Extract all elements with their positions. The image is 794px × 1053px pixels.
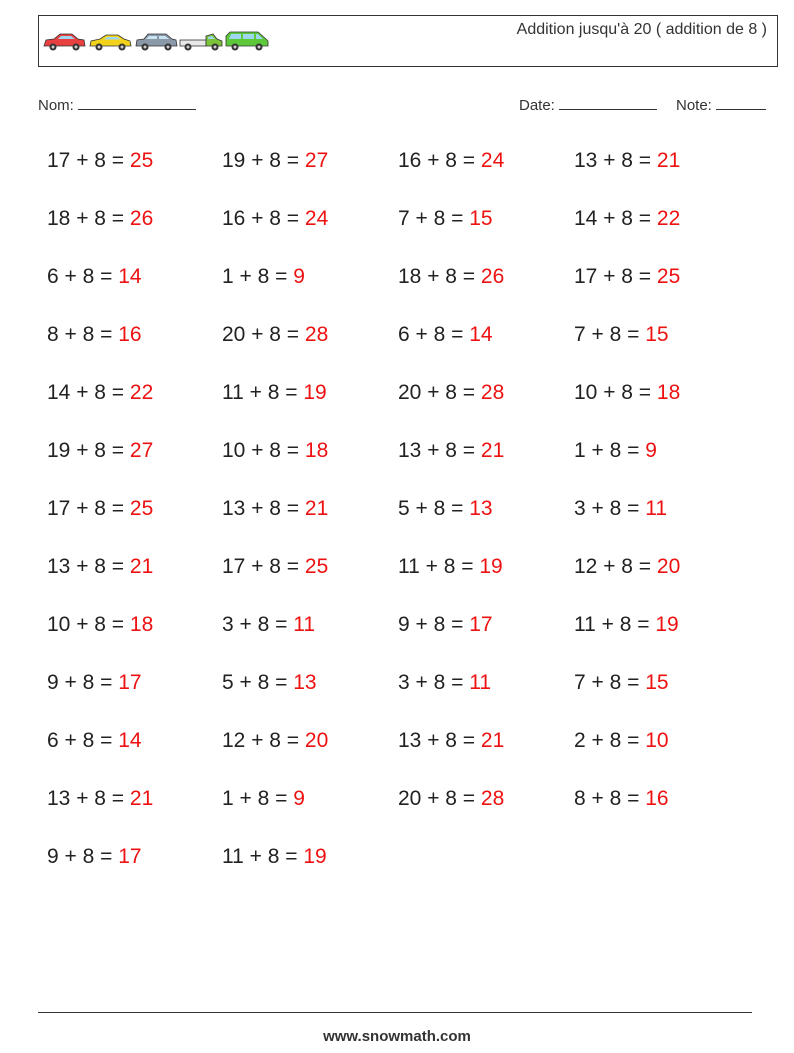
header-box [38,15,778,67]
problem-answer: 22 [129,381,154,404]
problem-answer: 21 [129,787,154,810]
problem-answer: 26 [129,207,154,230]
problem-answer: 15 [645,671,669,694]
problem-answer: 16 [645,787,669,810]
problem-question: 9 + 8 = [398,613,470,636]
name-field [38,95,196,114]
problem-question: 20 + 8 = [398,381,481,404]
green-van-icon [226,32,268,51]
problem-item [222,262,305,292]
problem-question: 5 + 8 = [222,671,294,694]
problem-answer: 24 [304,207,329,230]
problem-question: 17 + 8 = [574,265,657,288]
problem-answer: 15 [645,323,669,346]
problem-question: 8 + 8 = [47,323,119,346]
problem-question: 19 + 8 = [222,149,305,172]
problem-question: 6 + 8 = [47,729,119,752]
problem-question: 11 + 8 = [222,381,304,404]
problem-answer: 21 [304,497,329,520]
problem-item [222,146,328,176]
problem-answer: 21 [480,729,505,752]
problem-answer: 20 [304,729,329,752]
name-line [78,95,196,110]
problem-answer: 13 [469,497,493,520]
problem-item [574,146,680,176]
problem-question: 13 + 8 = [47,787,130,810]
problem-answer: 17 [118,671,142,694]
problem-item [222,668,317,698]
problem-item [398,262,504,292]
problem-question: 16 + 8 = [398,149,481,172]
problem-answer: 11 [469,671,492,694]
problem-question: 9 + 8 = [47,671,119,694]
problem-item [47,494,153,524]
problem-answer: 25 [129,149,154,172]
problem-answer: 9 [645,439,657,462]
problem-item [398,668,491,698]
problem-item [47,204,153,234]
problem-question: 16 + 8 = [222,207,305,230]
problem-question: 11 + 8 = [574,613,656,636]
grade-line [716,95,766,110]
problem-question: 2 + 8 = [574,729,646,752]
problem-question: 7 + 8 = [398,207,470,230]
problem-answer: 25 [656,265,681,288]
red-car-icon [44,34,85,51]
problem-answer: 13 [293,671,317,694]
problem-item [398,552,503,582]
problem-item [574,494,667,524]
problem-answer: 17 [118,845,142,868]
problem-question: 17 + 8 = [47,497,130,520]
problem-question: 9 + 8 = [47,845,119,868]
problem-item [574,436,657,466]
problem-item [574,668,669,698]
problem-item [398,320,493,350]
problem-item [574,262,680,292]
date-line [559,95,657,110]
problem-answer: 14 [469,323,493,346]
problem-question: 20 + 8 = [398,787,481,810]
problem-question: 7 + 8 = [574,671,646,694]
problem-item [222,610,315,640]
grey-car-icon [136,34,177,51]
problem-answer: 21 [656,149,681,172]
problem-question: 3 + 8 = [574,497,646,520]
problem-answer: 21 [480,439,505,462]
problem-question: 11 + 8 = [222,845,304,868]
problem-item [574,204,680,234]
problem-answer: 28 [480,787,505,810]
problem-answer: 26 [480,265,505,288]
problem-item [222,378,327,408]
problem-answer: 27 [304,149,329,172]
problem-question: 3 + 8 = [222,613,294,636]
date-field [519,95,657,114]
problem-answer: 19 [655,613,679,636]
problem-item [398,378,504,408]
problem-question: 13 + 8 = [574,149,657,172]
problem-question: 19 + 8 = [47,439,130,462]
problem-question: 10 + 8 = [47,613,130,636]
problem-question: 3 + 8 = [398,671,470,694]
problem-item [398,204,493,234]
problem-answer: 25 [129,497,154,520]
problem-answer: 11 [645,497,668,520]
problem-question: 17 + 8 = [222,555,305,578]
problem-answer: 21 [129,555,154,578]
problem-question: 12 + 8 = [222,729,305,752]
problem-item [47,668,142,698]
problem-question: 5 + 8 = [398,497,470,520]
problem-question: 13 + 8 = [398,439,481,462]
problem-question: 10 + 8 = [222,439,305,462]
problem-answer: 10 [645,729,669,752]
problem-answer: 19 [479,555,503,578]
problem-question: 20 + 8 = [222,323,305,346]
problem-item [47,146,153,176]
problem-question: 6 + 8 = [398,323,470,346]
problem-question: 1 + 8 = [222,787,294,810]
problem-item [47,436,153,466]
problem-answer: 18 [304,439,329,462]
problem-item [574,784,669,814]
problem-question: 13 + 8 = [47,555,130,578]
problem-answer: 9 [293,265,305,288]
problem-item [47,320,142,350]
problem-answer: 11 [293,613,316,636]
problem-answer: 27 [129,439,154,462]
problem-answer: 19 [303,845,327,868]
problem-answer: 17 [469,613,493,636]
problem-item [222,726,328,756]
problem-item [222,842,327,872]
problem-item [398,494,493,524]
problem-item [222,552,328,582]
problem-item [47,378,153,408]
problem-item [222,320,328,350]
problem-item [398,784,504,814]
problem-answer: 14 [118,729,142,752]
problem-item [222,494,328,524]
problem-question: 17 + 8 = [47,149,130,172]
problem-question: 10 + 8 = [574,381,657,404]
problem-item [47,262,142,292]
problem-item [398,436,504,466]
footer-url: www.snowmath.com [323,1028,471,1045]
problem-question: 13 + 8 = [222,497,305,520]
problem-question: 6 + 8 = [47,265,119,288]
problem-question: 13 + 8 = [398,729,481,752]
problem-answer: 18 [656,381,681,404]
problem-item [574,320,669,350]
problem-answer: 9 [293,787,305,810]
problem-question: 1 + 8 = [222,265,294,288]
problem-answer: 16 [118,323,142,346]
problem-item [398,146,504,176]
problem-item [574,726,669,756]
worksheet-title: Addition jusqu'à 20 ( addition de 8 ) [516,21,767,38]
grade-field [676,95,766,114]
problem-item [47,610,153,640]
problem-item [47,552,153,582]
problem-question: 7 + 8 = [574,323,646,346]
problem-item [47,784,153,814]
grade-label: Note: [676,97,712,114]
problem-item [222,204,328,234]
yellow-car-icon [90,35,131,51]
problem-item [47,842,142,872]
problem-answer: 25 [304,555,329,578]
pickup-truck-icon [180,34,222,51]
problem-answer: 24 [480,149,505,172]
problem-item [222,436,328,466]
problem-answer: 20 [656,555,681,578]
problem-item [574,378,680,408]
footer-rule [38,1012,752,1013]
problem-answer: 28 [480,381,505,404]
problem-item [47,726,142,756]
problem-answer: 22 [656,207,681,230]
problem-item [398,726,504,756]
problem-item [398,610,493,640]
problem-answer: 18 [129,613,154,636]
problem-question: 18 + 8 = [47,207,130,230]
problem-question: 11 + 8 = [398,555,480,578]
car-icons [42,30,272,54]
problem-question: 18 + 8 = [398,265,481,288]
problem-answer: 14 [118,265,142,288]
date-label: Date: [519,97,555,114]
problem-item [222,784,305,814]
problem-answer: 28 [304,323,329,346]
problem-question: 1 + 8 = [574,439,646,462]
problem-question: 14 + 8 = [47,381,130,404]
problem-question: 8 + 8 = [574,787,646,810]
problem-question: 12 + 8 = [574,555,657,578]
problem-item [574,552,680,582]
problem-answer: 19 [303,381,327,404]
name-label: Nom: [38,97,74,114]
problem-item [574,610,679,640]
problem-question: 14 + 8 = [574,207,657,230]
problem-answer: 15 [469,207,493,230]
